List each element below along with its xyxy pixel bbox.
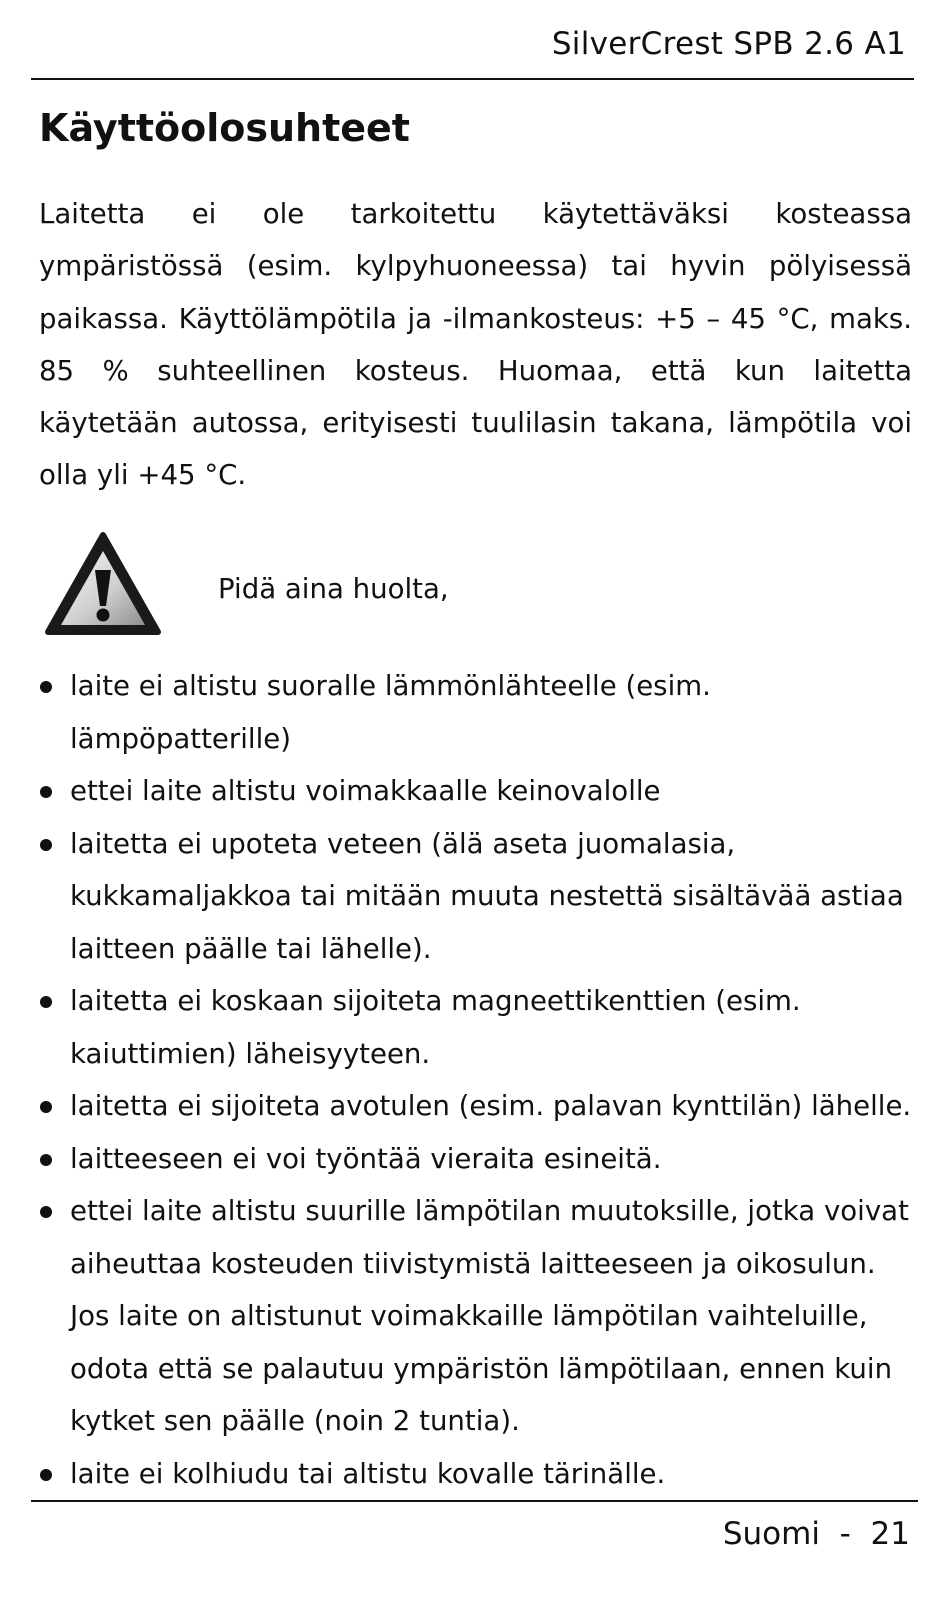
section-title: Käyttöolosuhteet (39, 106, 410, 150)
list-item: ettei laite altistu suurille lämpötilan muutoksille, jotka voivat aiheuttaa kosteuden tiivistymistä laitteeseen ja oikosulun. Jos laite on altistunut voimakkaille lämpötilan vaihteluille, odota että se palautuu ympäristön lämpötilaan, ennen kuin kytket sen päälle (noin 2 tuntia). (70, 1185, 920, 1448)
list-item: laitteeseen ei voi työntää vieraita esineitä. (70, 1133, 920, 1186)
list-item: laite ei kolhiudu tai altistu kovalle tärinälle. (70, 1448, 920, 1501)
list-item: laitetta ei sijoiteta avotulen (esim. palavan kynttilän) lähelle. (70, 1080, 920, 1133)
intro-paragraph: Laitetta ei ole tarkoitettu käytettäväksi kosteassa ympäristössä (esim. kylpyhuoneessa) tai hyvin pölyisessä paikassa. Käyttölämpötila ja -ilmankosteus: +5 – 45 °C, maks. 85 % suhteellinen kosteus. Huomaa, että kun laitetta käytetään autossa, erityisesti tuulilasin takana, lämpötila voi olla yli +45 °C. (39, 197, 912, 492)
warning-triangle-icon (44, 530, 162, 638)
list-item: laite ei altistu suoralle lämmönlähteelle (esim. lämpöpatterille) (70, 660, 920, 765)
precautions-list (70, 660, 920, 1500)
warning-block (44, 530, 904, 640)
warning-text: Pidä aina huolta, (218, 572, 449, 605)
header-divider (31, 78, 914, 80)
list-item: ettei laite altistu voimakkaalle keinovalolle (70, 765, 920, 818)
page-footer-label: Suomi - 21 (722, 1516, 910, 1552)
page-header-product: SilverCrest SPB 2.6 A1 (551, 26, 906, 62)
list-item: laitetta ei upoteta veteen (älä aseta juomalasia, kukkamaljakkoa tai mitään muuta nestettä sisältävää astiaa laitteen päälle tai lähelle). (70, 818, 920, 976)
footer-divider (31, 1500, 918, 1502)
list-item: laitetta ei koskaan sijoiteta magneettikenttien (esim. kaiuttimien) läheisyyteen. (70, 975, 920, 1080)
